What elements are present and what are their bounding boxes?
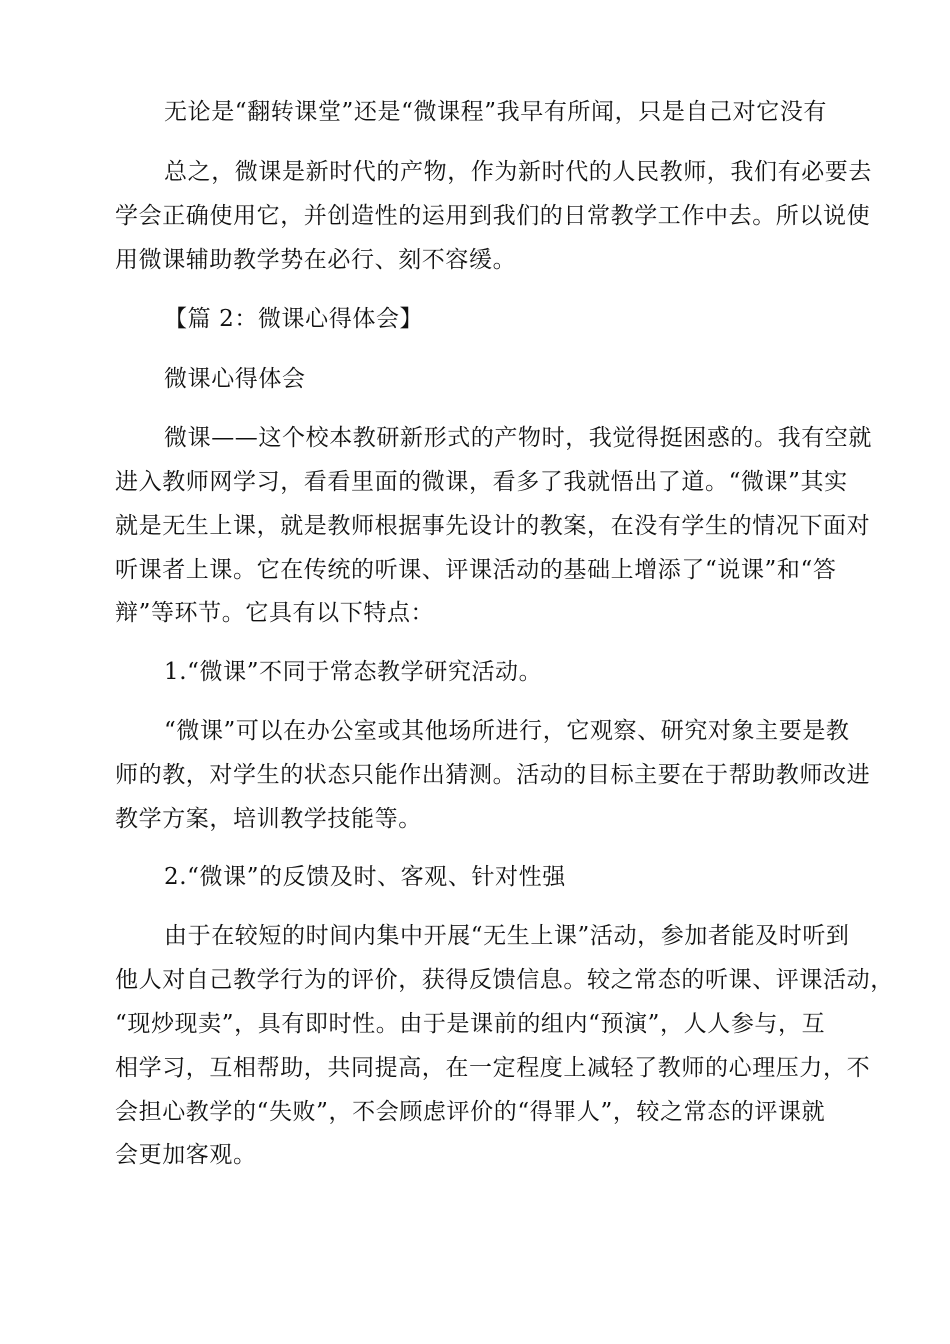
text-line: 就是无生上课，就是教师根据事先设计的教案，在没有学生的情况下面对 bbox=[115, 513, 871, 539]
text-line: 无论是“翻转课堂”还是“微课程”我早有所闻，只是自己对它没有 bbox=[164, 99, 828, 125]
text-line: 进入教师网学习，看看里面的微课，看多了我就悟出了道。“微课”其实 bbox=[115, 469, 848, 495]
text-line: 用微课辅助教学势在必行、刻不容缓。 bbox=[115, 247, 517, 273]
text-line: 总之，微课是新时代的产物，作为新时代的人民教师，我们有必要去 bbox=[164, 159, 872, 185]
section-title: 微课心得体会 bbox=[164, 366, 306, 392]
text-line: 学会正确使用它，并创造性的运用到我们的日常教学工作中去。所以说使 bbox=[115, 203, 871, 229]
text-line: 听课者上课。它在传统的听课、评课活动的基础上增添了“说课”和“答 bbox=[115, 557, 837, 583]
text-line: 他人对自己教学行为的评价，获得反馈信息。较之常态的听课、评课活动， bbox=[115, 967, 894, 993]
text-line: “现炒现卖”，具有即时性。由于是课前的组内“预演”，人人参与，互 bbox=[115, 1011, 826, 1037]
text-line: “微课”可以在办公室或其他场所进行，它观察、研究对象主要是教 bbox=[164, 718, 850, 744]
text-line: 会更加客观。 bbox=[115, 1142, 257, 1168]
text-line: 相学习，互相帮助，共同提高，在一定程度上减轻了教师的心理压力，不 bbox=[115, 1055, 871, 1081]
text-line: 会担心教学的“失败”，不会顾虑评价的“得罪人”，较之常态的评课就 bbox=[115, 1099, 826, 1125]
text-line: 辩”等环节。它具有以下特点： bbox=[115, 600, 435, 626]
text-line: 师的教，对学生的状态只能作出猜测。活动的目标主要在于帮助教师改进 bbox=[115, 762, 871, 788]
text-line: 教学方案，培训教学技能等。 bbox=[115, 806, 422, 832]
text-line: 由于在较短的时间内集中开展“无生上课”活动，参加者能及时听到 bbox=[164, 923, 850, 949]
list-item-heading: 2.“微课”的反馈及时、客观、针对性强 bbox=[164, 864, 566, 890]
list-item-heading: 1.“微课”不同于常态教学研究活动。 bbox=[164, 659, 543, 685]
text-line: 微课——这个校本教研新形式的产物时，我觉得挺困惑的。我有空就 bbox=[164, 425, 872, 451]
section-heading: 【篇 2：微课心得体会】 bbox=[164, 306, 424, 332]
